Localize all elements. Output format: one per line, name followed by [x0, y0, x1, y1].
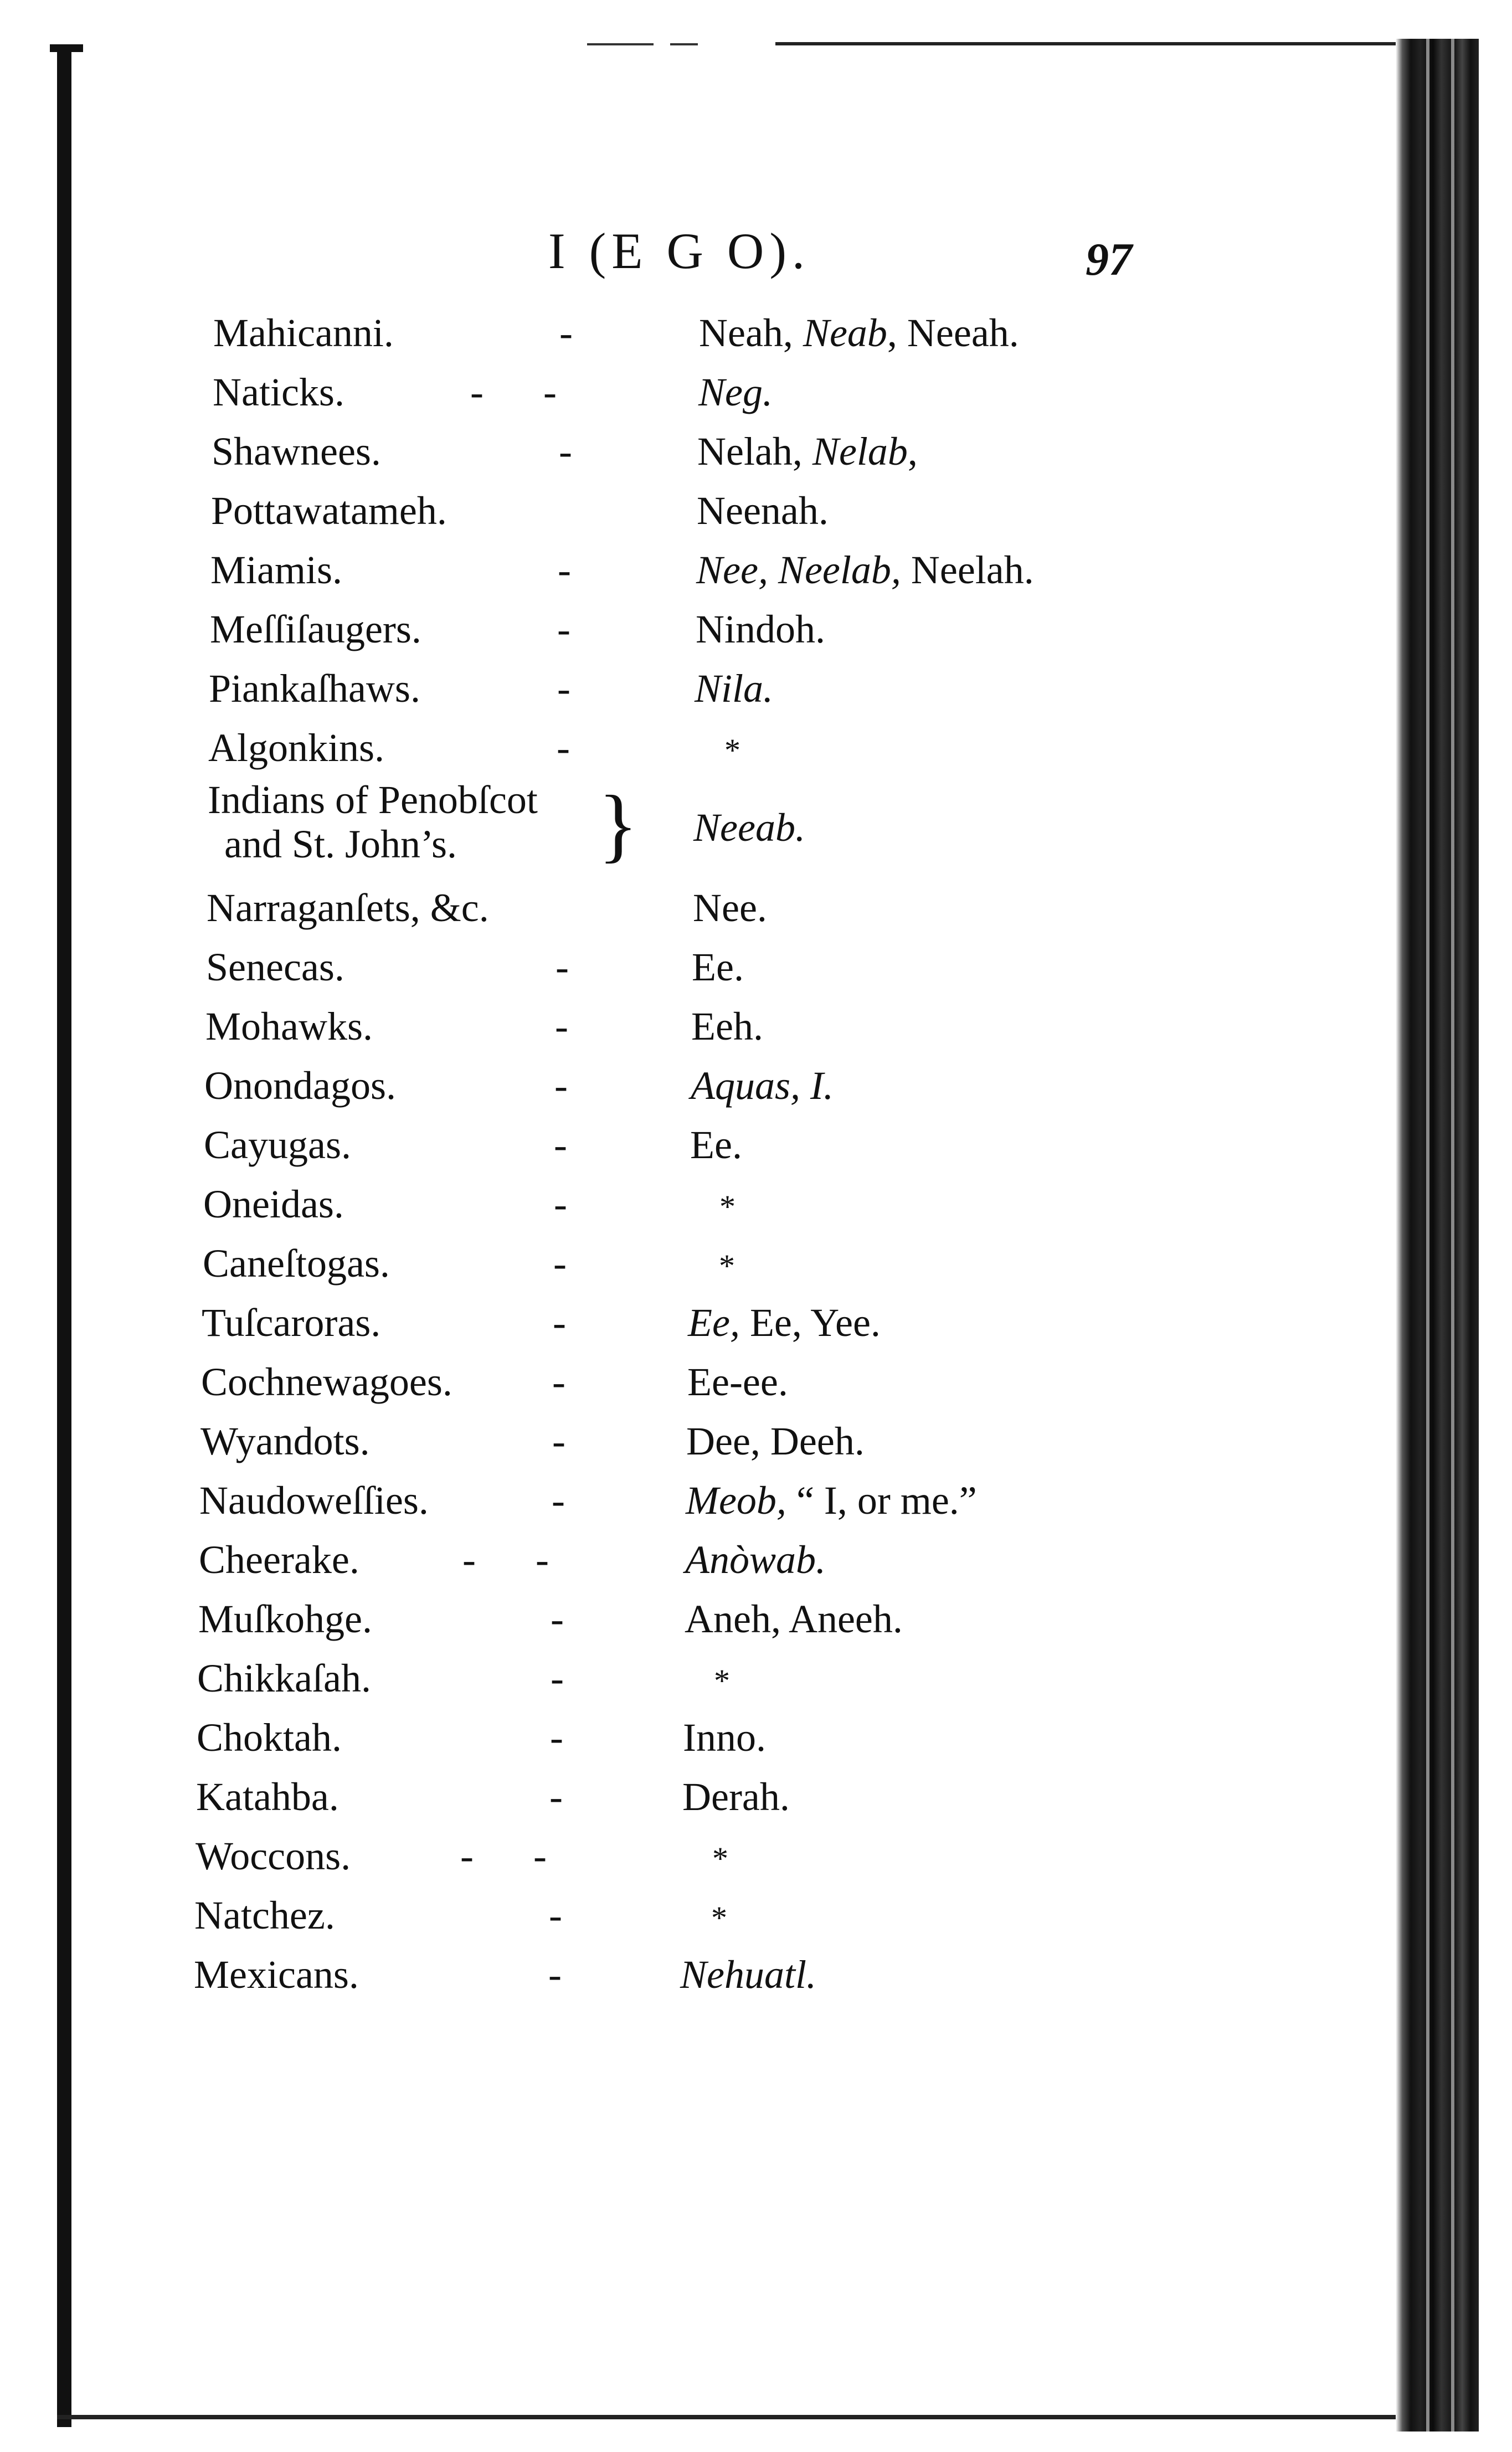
tribe-name — [205, 997, 373, 1056]
word-for-i — [696, 541, 1034, 600]
tribe-name-line: Miamis. — [210, 548, 343, 592]
tribe-name — [200, 1412, 370, 1471]
spine-cap — [50, 44, 83, 52]
page-header — [0, 222, 1512, 294]
word-segment: Neeab. — [693, 805, 805, 850]
vocabulary-entry — [0, 1116, 1385, 1175]
leader-dash: - - — [470, 370, 557, 414]
word-for-i — [683, 1708, 766, 1767]
leader-dash: - — [553, 1300, 566, 1345]
tribe-name-line: Meſſiſaugers. — [210, 607, 421, 651]
vocabulary-entry — [0, 1649, 1385, 1708]
word-for-i — [692, 938, 744, 997]
tribe-name — [206, 938, 344, 997]
word-segment: Nelab — [812, 429, 908, 474]
tribe-name-line: Algonkins. — [208, 726, 385, 770]
word-for-i — [696, 600, 825, 659]
asterisk-mark: * — [724, 732, 740, 768]
tribe-name-line: Tuſcaroras. — [202, 1300, 381, 1345]
vocabulary-entry — [0, 878, 1385, 938]
vocabulary-entry — [0, 1234, 1385, 1293]
leader-dash: - — [557, 607, 570, 651]
tribe-name — [196, 1827, 351, 1886]
leader-dash: - — [552, 1360, 565, 1404]
word-segment: Inno. — [683, 1715, 766, 1760]
leader-dash: - — [559, 311, 573, 355]
tribe-name — [202, 1293, 380, 1353]
vocabulary-entry — [0, 541, 1385, 600]
word-segment: , Neeah. — [887, 311, 1019, 355]
tribe-name-line: Mexicans. — [194, 1952, 359, 1997]
vocabulary-entry — [0, 718, 1385, 778]
top-rule-dash — [587, 43, 654, 45]
vocabulary-entry — [0, 1708, 1385, 1767]
tribe-name-line: Cochnewagoes. — [201, 1360, 452, 1404]
word-segment: Nehuatl. — [680, 1952, 816, 1997]
word-segment: Anòwab. — [685, 1538, 826, 1582]
tribe-name-line: Senecas. — [206, 945, 344, 989]
leader-dash: - — [553, 1241, 567, 1286]
page-edge-streak — [1451, 39, 1454, 2432]
word-segment: Ee. — [692, 945, 744, 989]
word-segment: Meob, — [686, 1478, 786, 1523]
word-for-i — [693, 878, 767, 938]
tribe-name-line: Choktah. — [197, 1715, 342, 1760]
word-for-i — [697, 481, 829, 541]
word-for-i — [685, 1590, 903, 1649]
word-segment: Nindoh. — [696, 607, 825, 651]
tribe-name — [210, 541, 342, 600]
leader-dash: - — [549, 1893, 562, 1937]
word-segment: Nila. — [695, 666, 774, 711]
leader-dash: - — [554, 1063, 568, 1108]
tribe-name — [203, 1234, 390, 1293]
tribe-name — [198, 1590, 372, 1649]
tribe-name-line: Mohawks. — [205, 1004, 373, 1048]
word-segment: Neab — [803, 311, 887, 355]
word-for-i — [688, 1293, 881, 1353]
tribe-name-line: Mahicanni. — [213, 311, 394, 355]
word-segment: , — [907, 429, 918, 474]
vocabulary-entry — [0, 363, 1385, 422]
page-number: 97 — [1086, 234, 1132, 285]
word-for-i — [682, 1767, 790, 1827]
tribe-name-line: Onondagos. — [204, 1063, 396, 1108]
word-segment: Neah, — [699, 311, 803, 355]
vocabulary-entry — [0, 1886, 1385, 1945]
tribe-name — [210, 600, 421, 659]
tribe-name — [208, 778, 538, 866]
tribe-name-line: Indians of Penobſcot — [208, 778, 538, 822]
word-for-i — [693, 805, 805, 850]
vocabulary-entry — [0, 938, 1385, 997]
word-segment: “ I, or me.” — [786, 1478, 977, 1523]
tribe-name-line: Caneſtogas. — [203, 1241, 390, 1286]
word-for-i — [686, 1471, 977, 1530]
word-segment: Ee-ee. — [687, 1360, 788, 1404]
tribe-name — [211, 481, 447, 541]
word-for-i — [689, 1175, 736, 1236]
leader-dash: - — [548, 1952, 562, 1997]
vocabulary-entry — [0, 1945, 1385, 2004]
word-segment: Eeh. — [691, 1004, 763, 1048]
leader-dash: - — [549, 1775, 563, 1819]
tribe-name-line: Natchez. — [194, 1893, 335, 1937]
leader-dash: - — [557, 726, 570, 770]
tribe-name-line: Wyandots. — [200, 1419, 370, 1463]
asterisk-mark: * — [711, 1900, 727, 1936]
word-segment: Nelah, — [697, 429, 812, 474]
tribe-name — [207, 878, 489, 938]
leader-dash: - — [558, 548, 571, 592]
vocabulary-entry — [0, 422, 1385, 481]
word-segment: Neelah. — [901, 548, 1034, 592]
grouping-brace: } — [598, 779, 638, 871]
word-for-i — [695, 659, 773, 718]
leader-dash: - — [557, 666, 570, 711]
tribe-name — [199, 1471, 429, 1530]
tribe-name — [199, 1530, 359, 1590]
vocabulary-entry — [0, 1827, 1385, 1886]
word-for-i — [699, 304, 1019, 363]
word-segment: Nee, Neelab, — [696, 548, 901, 592]
leader-dash: - — [552, 1478, 565, 1523]
word-for-i — [686, 1412, 865, 1471]
word-for-i — [690, 1116, 742, 1175]
vocabulary-entry — [0, 1353, 1385, 1412]
asterisk-mark: * — [719, 1248, 735, 1284]
tribe-name — [194, 1945, 359, 2004]
vocabulary-entry — [0, 1056, 1385, 1116]
asterisk-mark: * — [714, 1663, 730, 1699]
tribe-name — [209, 659, 420, 718]
word-for-i — [680, 1945, 816, 2004]
page-edge-streak — [1426, 39, 1429, 2432]
top-rule-dash — [670, 43, 698, 45]
leader-dash: - — [551, 1597, 564, 1641]
word-for-i — [681, 1886, 727, 1947]
word-segment: Neenah. — [697, 489, 829, 533]
running-head: I (E G O). — [548, 223, 810, 279]
tribe-name-line: Pottawatameh. — [211, 489, 447, 533]
tribe-name-line: Naticks. — [213, 370, 344, 414]
vocabulary-entry — [0, 1175, 1385, 1234]
word-segment: Ee, Yee. — [739, 1300, 881, 1345]
word-segment: Dee, Deeh. — [686, 1419, 865, 1463]
vocabulary-list — [0, 304, 1385, 2004]
word-segment: Nee. — [693, 886, 767, 930]
tribe-name — [213, 363, 344, 422]
word-segment: Neg. — [698, 370, 773, 414]
tribe-name-line: Cheerake. — [199, 1538, 359, 1582]
word-for-i — [683, 1649, 730, 1710]
leader-dash: - — [554, 1182, 567, 1226]
leader-dash: - — [551, 1656, 564, 1700]
vocabulary-entry — [0, 1530, 1385, 1590]
vocabulary-entry — [0, 659, 1385, 718]
word-for-i — [691, 1056, 834, 1116]
tribe-name-line: Woccons. — [196, 1834, 351, 1878]
vocabulary-entry — [0, 1767, 1385, 1827]
tribe-name-line: Cayugas. — [204, 1123, 351, 1167]
tribe-name-line: Chikkaſah. — [197, 1656, 371, 1700]
word-segment: Ee. — [690, 1123, 742, 1167]
word-for-i — [698, 363, 773, 422]
tribe-name — [196, 1767, 339, 1827]
leader-dash: - — [555, 1004, 568, 1048]
tribe-name-line: and St. John’s. — [224, 822, 457, 866]
tribe-name — [197, 1649, 371, 1708]
vocabulary-entry — [0, 481, 1385, 541]
vocabulary-entry — [0, 1293, 1385, 1353]
word-for-i — [694, 718, 740, 780]
word-segment: Ee, — [688, 1300, 740, 1345]
tribe-name-line: Narraganſets, &c. — [207, 886, 489, 930]
tribe-name-line: Oneidas. — [203, 1182, 344, 1226]
bottom-rule — [57, 2415, 1414, 2419]
tribe-name-line: Shawnees. — [212, 429, 381, 474]
vocabulary-entry — [0, 1590, 1385, 1649]
top-rule — [775, 42, 1412, 45]
tribe-name-line: Piankaſhaws. — [209, 666, 420, 711]
tribe-name — [194, 1886, 335, 1945]
word-for-i — [685, 1530, 826, 1590]
asterisk-mark: * — [712, 1841, 728, 1877]
tribe-name-line: Katahba. — [196, 1775, 339, 1819]
leader-dash: - — [554, 1123, 567, 1167]
tribe-name-line: Naudoweſſies. — [199, 1478, 429, 1523]
tribe-name-line: Muſkohge. — [198, 1597, 372, 1641]
asterisk-mark: * — [719, 1189, 736, 1225]
tribe-name — [203, 1175, 344, 1234]
page-edge-shadow — [1396, 39, 1479, 2432]
vocabulary-entry — [0, 600, 1385, 659]
tribe-name — [204, 1056, 396, 1116]
word-for-i — [688, 1234, 735, 1296]
word-for-i — [691, 997, 763, 1056]
vocabulary-entry — [0, 778, 1385, 878]
tribe-name — [213, 304, 394, 363]
word-for-i — [687, 1353, 788, 1412]
leader-dash: - — [550, 1715, 563, 1760]
leader-dash: - — [556, 945, 569, 989]
leader-dash: - — [552, 1419, 565, 1463]
leader-dash: - - — [460, 1834, 547, 1878]
leader-dash: - — [559, 429, 572, 474]
word-segment: Aquas, I. — [691, 1063, 834, 1108]
word-segment: Aneh, Aneeh. — [685, 1597, 903, 1641]
word-for-i — [697, 422, 918, 481]
word-for-i — [682, 1827, 728, 1888]
leader-dash: - - — [462, 1538, 549, 1582]
tribe-name — [204, 1116, 351, 1175]
tribe-name — [212, 422, 381, 481]
vocabulary-entry — [0, 1471, 1385, 1530]
word-segment: Derah. — [682, 1775, 790, 1819]
tribe-name — [201, 1353, 452, 1412]
vocabulary-entry — [0, 304, 1385, 363]
vocabulary-entry — [0, 997, 1385, 1056]
tribe-name — [197, 1708, 342, 1767]
vocabulary-entry — [0, 1412, 1385, 1471]
tribe-name — [208, 718, 384, 778]
